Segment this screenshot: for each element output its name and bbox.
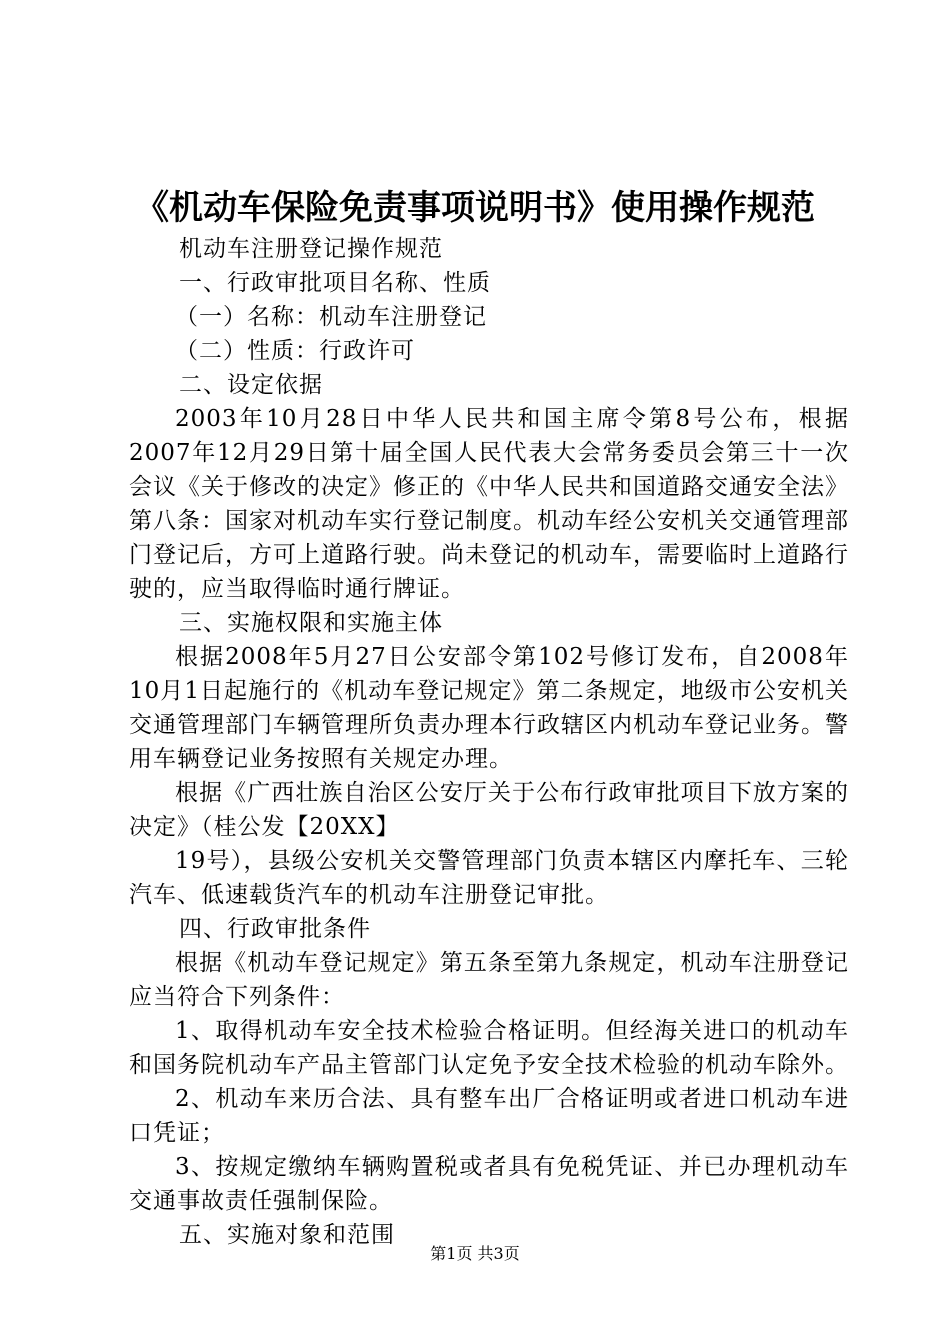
heading-section-1: 一、行政审批项目名称、性质 — [179, 270, 491, 296]
document-body — [129, 232, 849, 1252]
heading-section-3: 三、实施权限和实施主体 — [179, 610, 443, 636]
paragraph-name: （一）名称：机动车注册登记 — [175, 304, 487, 330]
heading-section-4: 四、行政审批条件 — [179, 916, 371, 942]
list-item-condition-2: 2、机动车来历合法、具有整车出厂合格证明或者进口机动车进口凭证； — [129, 1086, 849, 1146]
paragraph-nature: （二）性质：行政许可 — [175, 338, 415, 364]
heading-section-2: 二、设定依据 — [179, 372, 323, 398]
list-item-condition-3: 3、按规定缴纳车辆购置税或者具有免税凭证、并已办理机动车交通事故责任强制保险。 — [129, 1154, 849, 1214]
heading-section-5: 五、实施对象和范围 — [179, 1222, 395, 1248]
page-footer: 第1页 共3页 — [430, 1244, 520, 1263]
paragraph-legal-basis: 2003年10月28日中华人民共和国主席令第8号公布，根据2007年12月29日第十届全国人民代表大会常务委员会第三十一次会议《关于修改的决定》修正的《中华人民共和国道路交通安全法》第八条：国家对机动车实行登记制度。机动车经公安机关交通管理部门登记后，方可上道路行驶。尚未登记的机动车，需要临时上道路行驶的，应当取得临时通行牌证。 — [129, 406, 849, 602]
document-title: 《机动车保险免责事项说明书》使用操作规范 — [135, 188, 815, 228]
paragraph-county-authority: 19号），县级公安机关交警管理部门负责本辖区内摩托车、三轮汽车、低速载货汽车的机动车注册登记审批。 — [129, 848, 849, 908]
paragraph-guangxi-decision: 根据《广西壮族自治区公安厅关于公布行政审批项目下放方案的决定》（桂公发【20XX】 — [129, 780, 849, 840]
paragraph-subtitle: 机动车注册登记操作规范 — [179, 236, 443, 262]
paragraph-authority: 根据2008年5月27日公安部令第102号修订发布，自2008年10月1日起施行的《机动车登记规定》第二条规定，地级市公安机关交通管理部门车辆管理所负责办理本行政辖区内机动车登记业务。警用车辆登记业务按照有关规定办理。 — [129, 644, 849, 772]
paragraph-conditions-intro: 根据《机动车登记规定》第五条至第九条规定，机动车注册登记应当符合下列条件： — [129, 950, 849, 1010]
list-item-condition-1: 1、取得机动车安全技术检验合格证明。但经海关进口的机动车和国务院机动车产品主管部门认定免予安全技术检验的机动车除外。 — [129, 1018, 849, 1078]
